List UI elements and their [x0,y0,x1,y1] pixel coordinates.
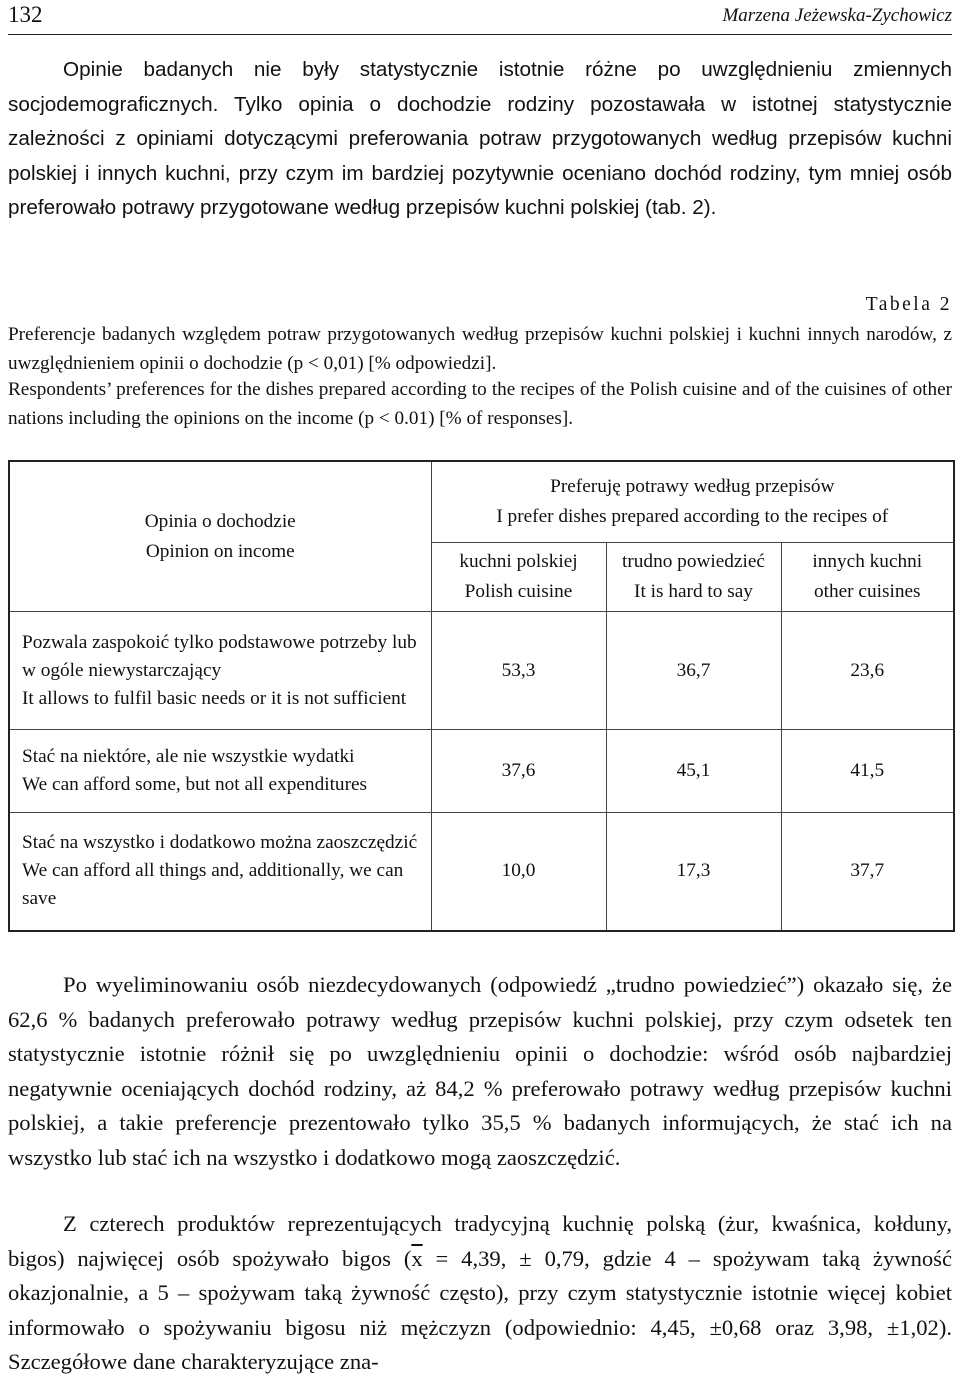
table-cell: 23,6 [781,612,954,730]
body-paragraph-2: Po wyeliminowaniu osób niezdecydowanych (odpowiedź „trudno powiedzieć”) okazało się, że 62,6 % badanych preferowało potrawy według przepisów kuchni polskiej, przy czym odsetek ten statystycznie istotnie różnił się po uwzględnieniu opinii o dochodzie: wśród osób najbardziej negatywnie oceniających dochód rodziny, aż 84,2 % preferowało potrawy według przepisów kuchni polskiej, a takie preferencje prezentowało tylko 35,5 % badanych informujących, że stać ich na wszystko lub stać ich na wszystko i dodatkowo mogą zaoszczędzić. [8,972,952,1170]
running-head-author: Marzena Jeżewska-Zychowicz [722,5,952,26]
column-header-other: innych kuchni other cuisines [781,543,954,612]
body-paragraph-1: Opinie badanych nie były statystycznie istotnie różne po uwzględnieniu zmiennych socjodemograficznych. Tylko opinia o dochodzie rodziny pozostawała w istotnej statystycznie zależności z opiniami dotyczącymi preferowania potraw przygotowanych według przepisów kuchni polskiej i innych kuchni, przy czym im bardziej pozytywnie oceniano dochód rodziny, tym mniej osób preferowało potrawy przygotowane według przepisów kuchni polskiej (tab. 2). [8,58,952,220]
table-row [9,730,954,813]
table-cell: 45,1 [606,730,781,813]
table-label: Tabela 2 [865,294,952,315]
body-paragraph-3: Z czterech produktów reprezentujących tradycyjną kuchnię polską (żur, kwaśnica, kołduny, bigos) najwięcej osób spożywało bigos ($\overline{x} = 4,39$, ± 0,79, gdzie 4 – spożywam taką żywność okazjonalnie, a 5 – spożywam taką żywność często), przy czym statystycznie istotnie więcej kobiet informowało o spożywaniu bigosu niż mężczyzn (odpowiednio: 4,45, ±0,68 oraz 3,98, ±1,02). Szczegółowe dane charakteryzujące zna- [8,1211,952,1374]
stub-header: Opinia o dochodzie Opinion on income [9,461,431,612]
table-caption-pl: Preferencje badanych względem potraw przygotowanych według przepisów kuchni polskiej i kuchni innych narodów, z uwzględnieniem opinii o dochodzie (p < 0,01) [% odpowiedzi]. [8,324,952,374]
table-cell: 36,7 [606,612,781,730]
table-caption-en: Respondents’ preferences for the dishes prepared according to the recipes of the Polish cuisine and of the cuisines of other nations including the opinions on the income (p < 0.01) [% of responses]. [8,379,952,429]
table-cell: 37,7 [781,812,954,931]
preferences-table [8,460,955,932]
table-cell: 53,3 [431,612,606,730]
column-header-polish: kuchni polskiej Polish cuisine [431,543,606,612]
table-cell: 10,0 [431,812,606,931]
mean-symbol: $\overline{x}$ [411,1245,423,1271]
table-cell: 17,3 [606,812,781,931]
page-number: 132 [8,2,43,27]
table-row [9,612,954,730]
table-row [9,812,954,931]
column-header-hard-to-say: trudno powiedzieć It is hard to say [606,543,781,612]
table-cell: 37,6 [431,730,606,813]
row-label: Stać na wszystko i dodatkowo można zaoszczędzić We can afford all things and, additionally, we can save [9,812,431,931]
table-cell: 41,5 [781,730,954,813]
row-label: Pozwala zaspokoić tylko podstawowe potrzeby lub w ogóle niewystarczający It allows to fulfil basic needs or it is not sufficient [9,612,431,730]
page-header [8,0,952,35]
group-header: Preferuję potrawy według przepisów I prefer dishes prepared according to the recipes of [431,461,954,543]
row-label: Stać na niektóre, ale nie wszystkie wydatki We can afford some, but not all expenditures [9,730,431,813]
